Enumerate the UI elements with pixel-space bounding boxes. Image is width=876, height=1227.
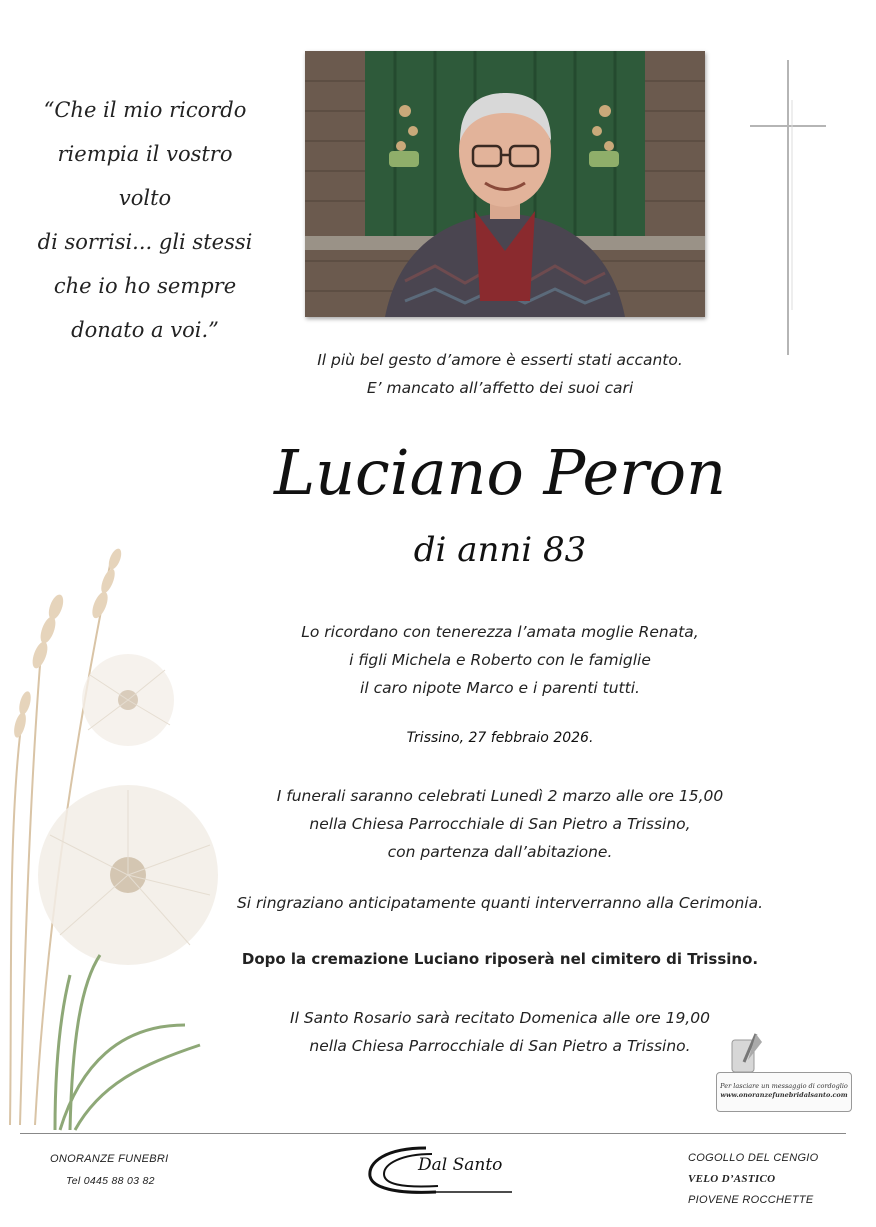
tagline bbox=[260, 346, 740, 402]
family-line-3: il caro nipote Marco e i parenti tutti. bbox=[360, 679, 640, 697]
footer-right bbox=[688, 1148, 858, 1211]
location-3: PIOVENE ROCCHETTE bbox=[688, 1194, 814, 1206]
logo-text: Dal Santo bbox=[418, 1155, 503, 1175]
location-1: COGOLLO DEL CENGIO bbox=[688, 1152, 819, 1164]
scroll-quill-icon bbox=[726, 1032, 766, 1076]
family-announcement bbox=[220, 618, 780, 702]
deceased-age: di anni 83 bbox=[413, 530, 587, 570]
condolence-message-text bbox=[717, 1082, 851, 1100]
funeral-line-1: I funerali saranno celebrati Lunedì 2 marzo alle ore 15,00 bbox=[276, 787, 724, 805]
tagline-line-1: Il più bel gesto d’amore è esserti stati accanto. bbox=[317, 351, 683, 369]
cremation-note: Dopo la cremazione Luciano riposerà nel cimitero di Trissino. bbox=[241, 950, 759, 968]
cross-icon bbox=[748, 60, 828, 360]
rosary-details bbox=[200, 1004, 800, 1060]
condolence-line-1: Per lasciare un messaggio di cordoglio bbox=[720, 1082, 848, 1090]
funeral-line-2: nella Chiesa Parrocchiale di San Pietro a Trissino, bbox=[309, 815, 691, 833]
deceased-name: Luciano Peron bbox=[273, 436, 727, 509]
footer-left bbox=[50, 1148, 250, 1192]
memorial-quote bbox=[30, 88, 260, 352]
location-2: VELO D’ASTICO bbox=[688, 1173, 776, 1185]
dandelion-illustration bbox=[38, 654, 218, 965]
quote-line: di sorrisi... gli stessi bbox=[37, 230, 253, 254]
footer-divider bbox=[20, 1133, 846, 1134]
funeral-home-title: ONORANZE FUNEBRI bbox=[50, 1153, 169, 1165]
funeral-home-phone: Tel 0445 88 03 82 bbox=[66, 1175, 155, 1187]
condolence-message-link[interactable] bbox=[716, 1072, 852, 1112]
floral-decoration bbox=[0, 545, 230, 1135]
rosary-line-2: nella Chiesa Parrocchiale di San Pietro a Trissino. bbox=[309, 1037, 691, 1055]
quote-line: “Che il mio ricordo bbox=[43, 98, 247, 122]
tagline-line-2: E’ mancato all’affetto dei suoi cari bbox=[366, 379, 634, 397]
family-line-2: i figli Michela e Roberto con le famiglie bbox=[349, 651, 651, 669]
funeral-details bbox=[200, 782, 800, 866]
place-date: Trissino, 27 febbraio 2026. bbox=[406, 730, 594, 746]
grass-illustration bbox=[55, 955, 200, 1130]
quote-line: donato a voi.” bbox=[71, 318, 219, 342]
thanks-note: Si ringraziano anticipatamente quanti interverranno alla Cerimonia. bbox=[236, 894, 764, 912]
rosary-line-1: Il Santo Rosario sarà recitato Domenica alle ore 19,00 bbox=[290, 1009, 710, 1027]
quote-line: riempia il vostro volto bbox=[57, 142, 233, 210]
condolence-url[interactable]: www.onoranzefunebridalsanto.com bbox=[720, 1091, 848, 1099]
quote-line: che io ho sempre bbox=[53, 274, 237, 298]
funeral-line-3: con partenza dall’abitazione. bbox=[387, 843, 613, 861]
portrait-photo bbox=[305, 51, 705, 317]
family-line-1: Lo ricordano con tenerezza l’amata moglie Renata, bbox=[301, 623, 699, 641]
